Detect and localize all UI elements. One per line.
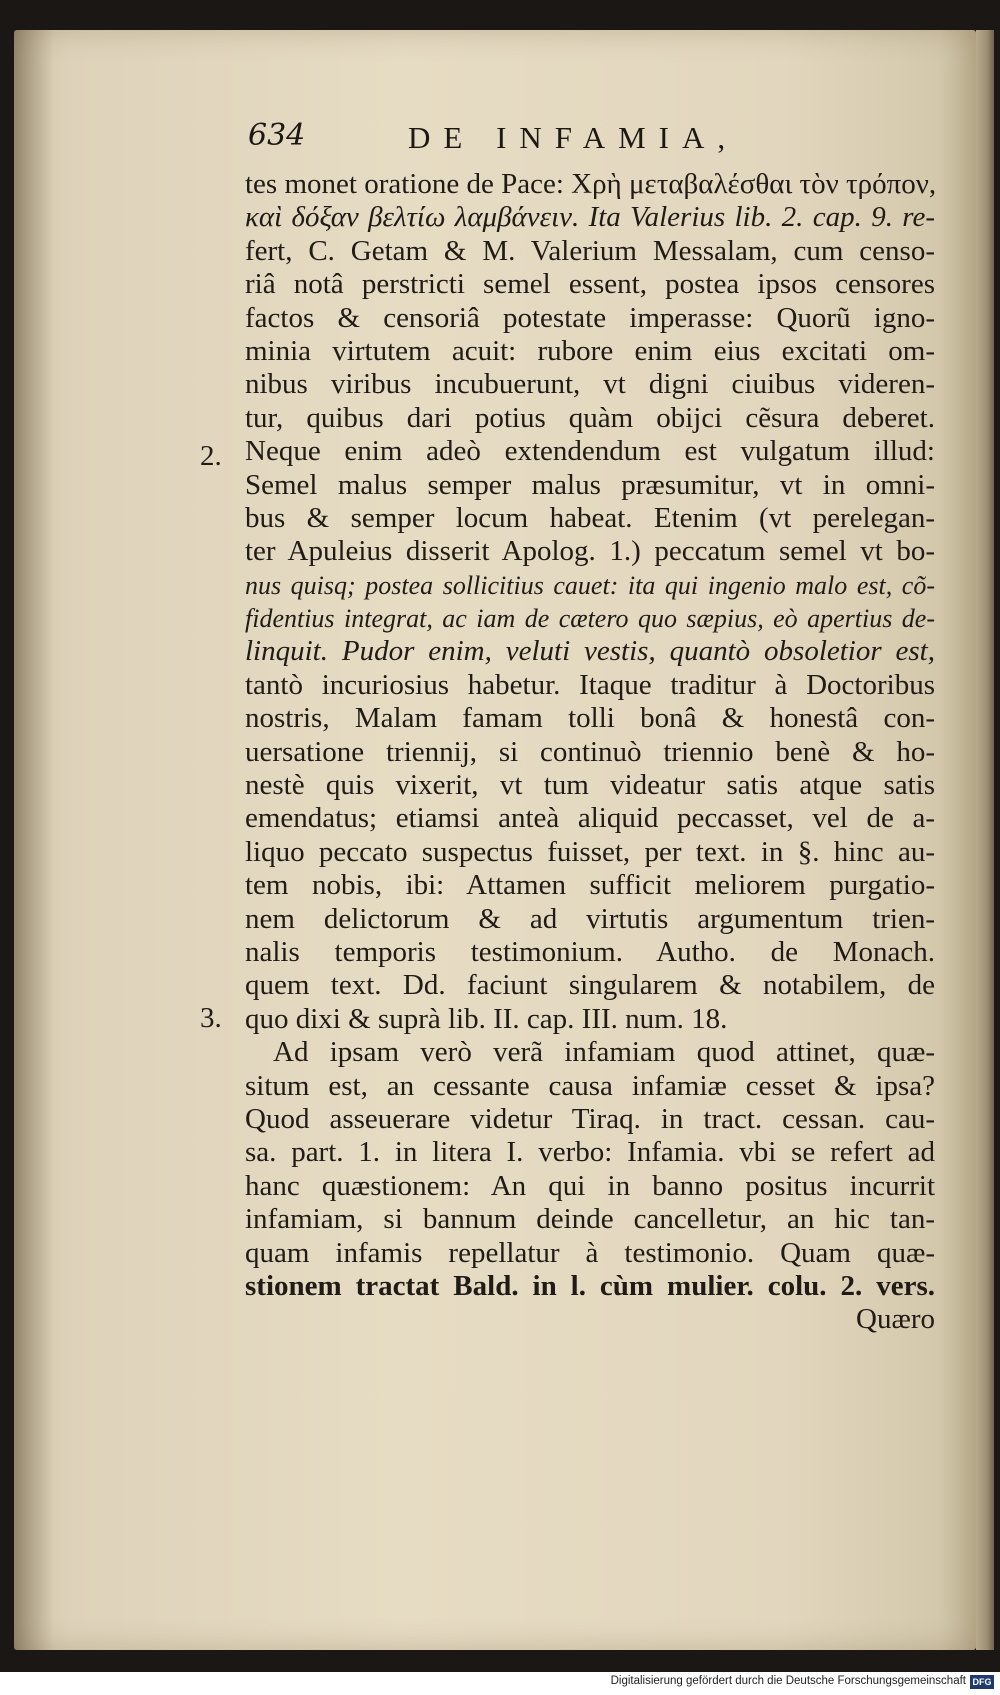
text-line: uersatione triennij, si continuò triennio benè & ho- (245, 735, 935, 768)
text-line: minia virtutem acuit: rubore enim eius excitati om- (245, 334, 935, 367)
text-line: ter Apuleius disserit Apolog. 1.) peccatum semel vt bo- (245, 535, 935, 568)
text-line: quem text. Dd. faciunt singularem & notabilem, de (245, 969, 935, 1002)
text-line: quam infamis repellatur à testimonio. Quam quæ- (245, 1236, 935, 1269)
text-line: factos & censoriâ potestate imperasse: Quorũ igno- (245, 301, 935, 334)
text-line: sa. part. 1. in litera I. verbo: Infamia. vbi se refert ad (245, 1136, 935, 1169)
text-line: quo dixi & suprà lib. II. cap. III. num. 18. (245, 1002, 728, 1035)
text-line: Neque enim adeò extendendum est vulgatum illud: (245, 435, 935, 468)
text-line: stionem tractat Bald. in l. cùm mulier. colu. 2. vers. (245, 1269, 935, 1302)
text-line: tem nobis, ibi: Attamen sufficit meliorem purgatio- (245, 869, 935, 902)
text-line: liquo peccato suspectus fuisset, per text. in §. hinc au- (245, 835, 935, 868)
page-edge (976, 30, 994, 1650)
text-line: hanc quæstionem: An qui in banno positus incurrit (245, 1169, 935, 1202)
body-text (245, 168, 945, 1337)
text-line: Ad ipsam verò verã infamiam quod attinet, quæ- (273, 1036, 935, 1069)
text-line: riâ notâ perstricti semel essent, postea ipsos censores (245, 268, 935, 301)
text-line: tur, quibus dari potius quàm obijci cẽsura deberet. (245, 401, 935, 434)
text-line: linquit. Pudor enim, veluti vestis, quantò obsoletior est, (245, 635, 935, 668)
text-line: Semel malus semper malus præsumitur, vt in omni- (245, 468, 935, 501)
text-line: nalis temporis testimonium. Autho. de Monach. (245, 935, 935, 968)
catchword: Quæro (856, 1303, 935, 1336)
text-line: fidentius integrat, ac iam de cætero quo sæpius, eò apertius de- (245, 604, 935, 634)
text-line: bus & semper locum habeat. Etenim (vt perelegan- (245, 501, 935, 534)
page-header (248, 118, 888, 162)
footer-bar (0, 1672, 1000, 1695)
text-line: καὶ δόξαν βελτίω λαμβάνειν. Ita Valerius lib. 2. cap. 9. re- (245, 201, 935, 234)
text-line: infamiam, si bannum deinde cancelletur, an hic tan- (245, 1203, 935, 1236)
running-title: DE INFAMIA, (408, 120, 739, 155)
dfg-logo: DFG (970, 1675, 994, 1689)
text-line: situm est, an cessante causa infamiæ cesset & ipsa? (245, 1069, 935, 1102)
text-line: emendatus; etiamsi anteà aliquid peccasset, vel de a- (245, 802, 935, 835)
text-line: nestè quis vixerit, vt tum videatur satis atque satis (245, 769, 935, 802)
funding-credit: Digitalisierung gefördert durch die Deutsche Forschungsgemeinschaft (610, 1675, 966, 1687)
text-line: nibus viribus incubuerunt, vt digni ciuibus videren- (245, 368, 935, 401)
marginal-number: 3. (200, 1002, 222, 1034)
text-line: Quod asseuerare videtur Tiraq. in tract. cessan. cau- (245, 1102, 935, 1135)
text-line: nem delictorum & ad virtutis argumentum trien- (245, 902, 935, 935)
text-line: fert, C. Getam & M. Valerium Messalam, cum censo- (245, 234, 935, 267)
spine-shadow (14, 30, 54, 1650)
marginal-number: 2. (200, 440, 222, 472)
text-line: tes monet oratione de Pace: Χρὴ μεταβαλέσθαι τὸν τρόπον, (245, 168, 937, 200)
text-line: nostris, Malam famam tolli bonâ & honestâ con- (245, 702, 935, 735)
page-number: 634 (248, 118, 306, 153)
text-line: tantò incuriosius habetur. Itaque traditur à Doctoribus (245, 668, 935, 701)
text-line: nus quisq; postea sollicitius cauet: ita qui ingenio malo est, cõ- (245, 570, 935, 600)
